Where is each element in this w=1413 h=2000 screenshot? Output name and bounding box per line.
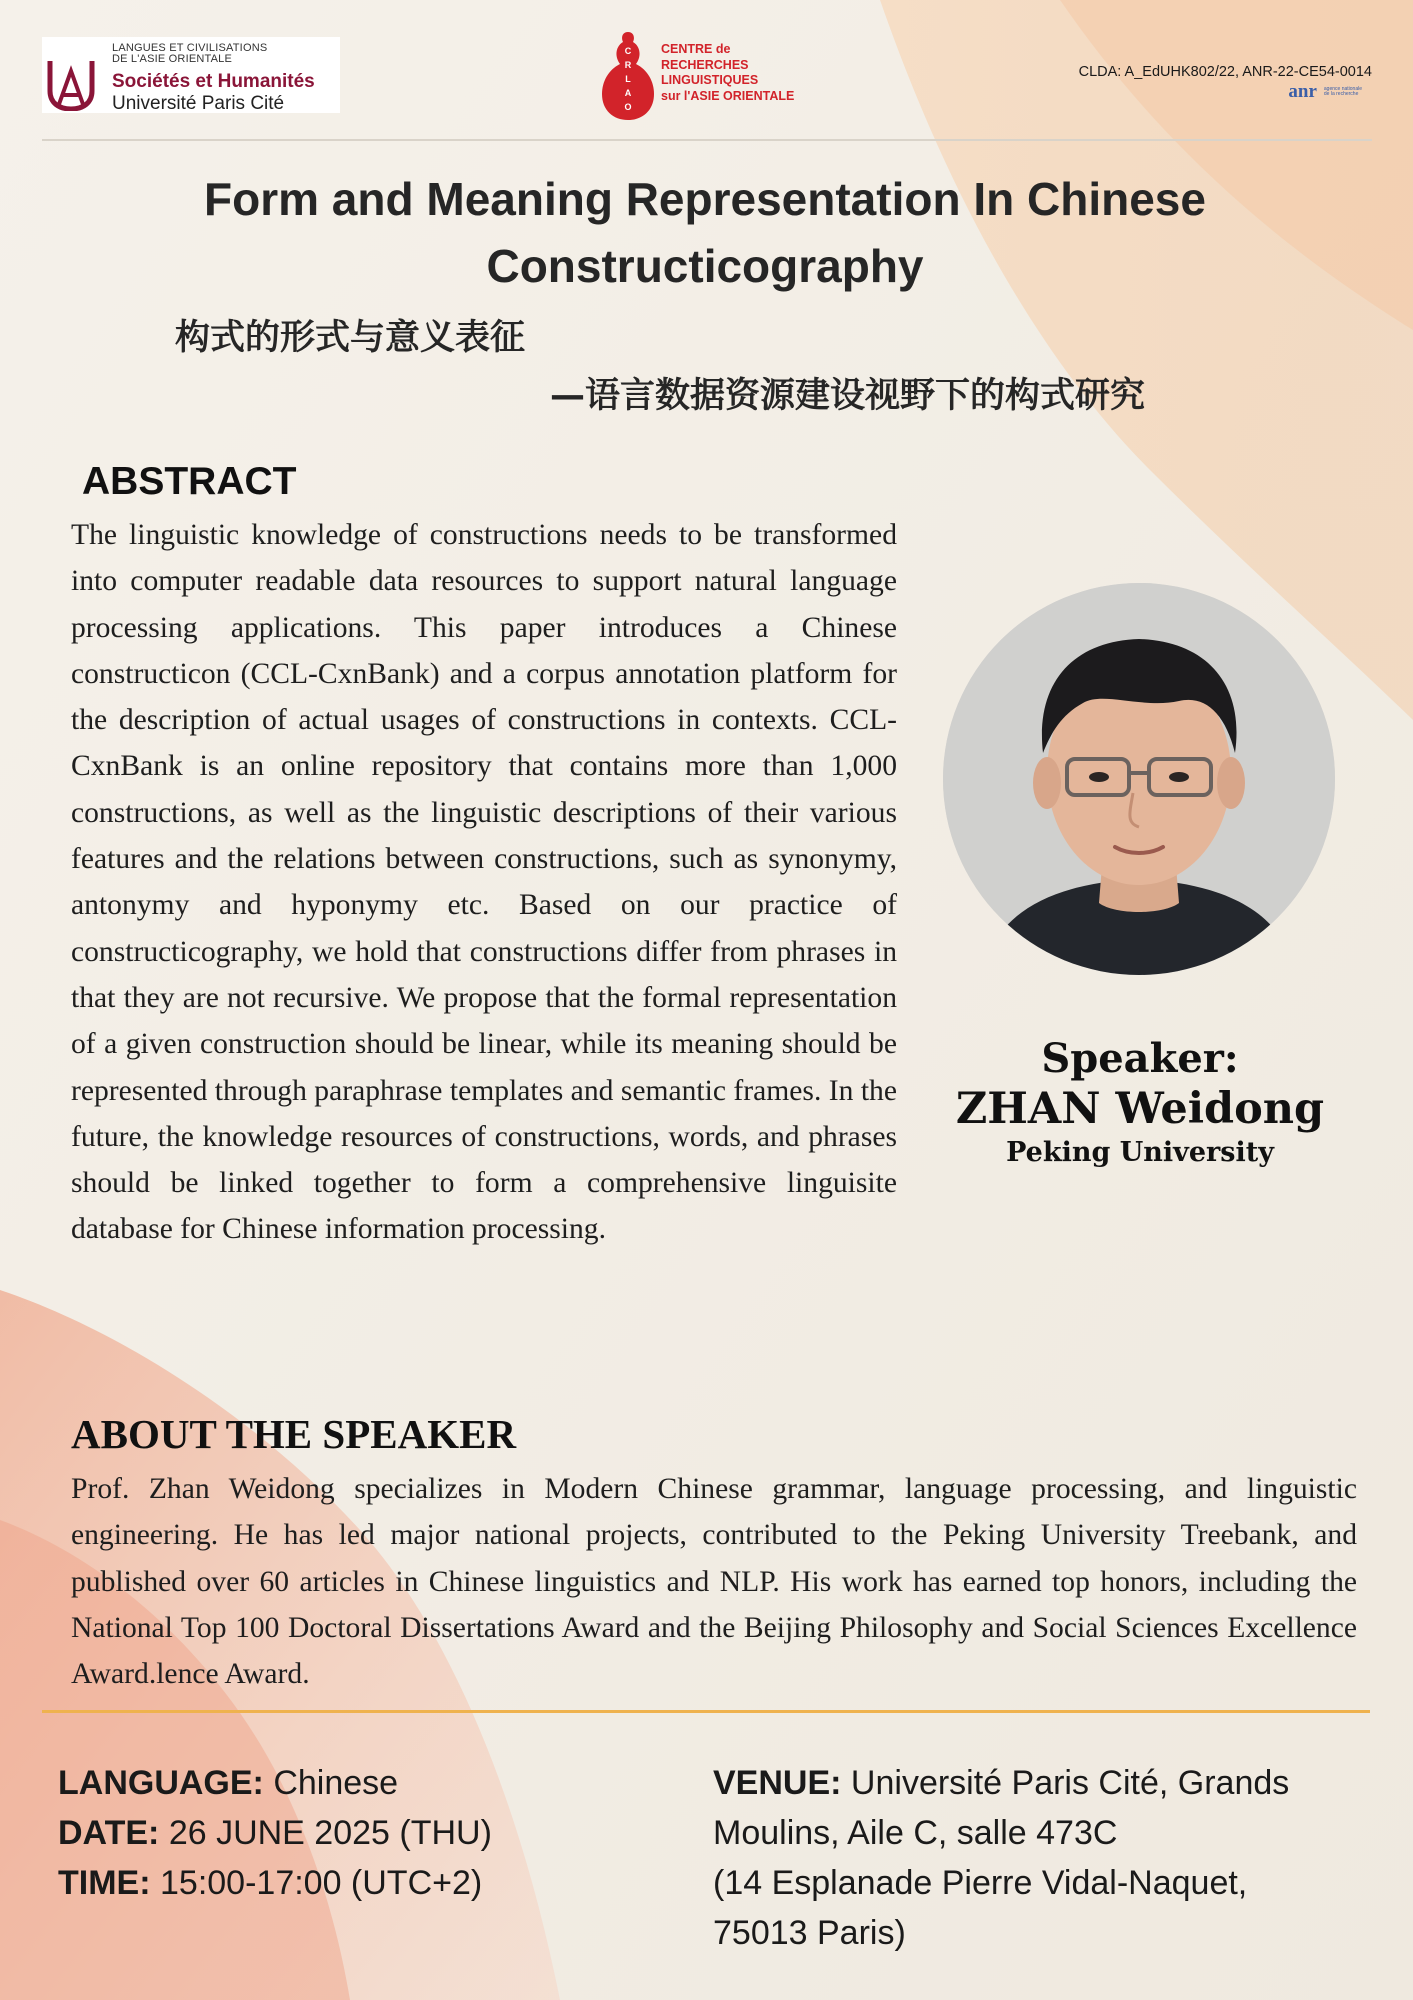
logo-line-universite: Université Paris Cité (112, 93, 285, 114)
crlao-letter-o: O (624, 102, 632, 112)
date-row (58, 1808, 492, 1858)
time-row (58, 1858, 492, 1908)
event-divider (42, 1710, 1370, 1713)
time-value: 15:00-17:00 (UTC+2) (160, 1864, 483, 1902)
chinese-subtitle-line2: —语言数据资源建设视野下的构式研究 (550, 376, 1146, 416)
language-row (58, 1758, 492, 1808)
event-info-left (58, 1758, 492, 1908)
abstract-heading: ABSTRACT (82, 460, 297, 503)
crlao-letter-r: R (624, 60, 632, 70)
crlao-gourd-icon (600, 30, 656, 122)
language-value: Chinese (273, 1764, 399, 1802)
about-text: Prof. Zhan Weidong specializes in Modern Chinese grammar, language processing, and linguistic engineering. He has led major national projects, contributed to the Peking University Treebank, and published over 60 articles in Chinese linguistics and NLP. His work has earned top honors, including the National Top 100 Doctoral Dissertations Award and the Beijing Philosophy and Social Sciences Excellence Award.lence Award. (71, 1473, 1357, 1691)
abstract-text: The linguistic knowledge of constructions needs to be transformed into computer readable data resources to support natural language processing applications. This paper introduces a Chinese constructicon (CCL-CxnBank) and a corpus annotation platform for the description of actual usages of constructions in contexts. CCL-CxnBank is an online repository that contains more than 1,000 constructions, as well as the linguistic descriptions of their various features and the relations between constructions, such as synonymy, antonymy and hyponymy etc. Based on our practice of constructicography, we hold that constructions differ from phrases in that they are not recursive. We propose that the formal representation of a given construction should be linear, while its meaning should be represented through paraphrase templates and semantic frames. In the future, the knowledge resources of constructions, words, and phrases should be linked together to form a comprehensive linguisite database for Chinese information processing. (71, 519, 897, 1246)
crlao-letter-a: A (624, 88, 632, 98)
crlao-line-asie: sur l'ASIE ORIENTALE (661, 88, 795, 103)
venue-line3: (14 Esplanade Pierre Vidal-Naquet, (713, 1864, 1248, 1902)
anr-logo (1288, 81, 1362, 102)
crlao-line-recherches: RECHERCHES (661, 57, 749, 72)
logo-line-langues: LANGUES ET CIVILISATIONS (112, 42, 268, 54)
anr-logo-sub-1: agence nationale (1323, 86, 1362, 92)
venue-line4: 75013 Paris) (713, 1914, 906, 1952)
date-label: DATE: (58, 1814, 160, 1852)
time-label: TIME: (58, 1864, 151, 1902)
crlao-logo (600, 30, 830, 130)
about-heading: ABOUT THE SPEAKER (71, 1411, 517, 1457)
language-label: LANGUAGE: (58, 1764, 264, 1802)
speaker-block (940, 1034, 1340, 1172)
venue-line1: Université Paris Cité, Grands (850, 1764, 1290, 1802)
speaker-photo (943, 583, 1335, 975)
header-divider (42, 139, 1372, 141)
speaker-label: Speaker: (1041, 1035, 1239, 1082)
header-right (1010, 64, 1372, 102)
crlao-line-centre: CENTRE de (661, 42, 731, 56)
date-value: 26 JUNE 2025 (THU) (168, 1814, 492, 1852)
chinese-subtitle-line1: 构式的形式与意义表征 (175, 318, 526, 358)
crlao-letter-c: C (624, 46, 632, 56)
page-title: Form and Meaning Representation In Chinese Constructicography (204, 173, 1206, 292)
event-info-venue (713, 1758, 1363, 1958)
logo-line-asie: DE L'ASIE ORIENTALE (112, 53, 233, 65)
grant-code: CLDA: A_EdUHK802/22, ANR-22-CE54-0014 (1078, 64, 1372, 80)
header (42, 30, 1372, 140)
crlao-letter-l: L (625, 74, 631, 84)
venue-label: VENUE: (713, 1764, 842, 1802)
speaker-affiliation: Peking University (1006, 1137, 1274, 1168)
speaker-name: ZHAN Weidong (955, 1084, 1325, 1134)
anr-logo-word: anr (1288, 81, 1317, 102)
venue-line2: Moulins, Aile C, salle 473C (713, 1814, 1118, 1852)
u-logo-icon (44, 57, 98, 111)
anr-logo-sub-2: de la recherche (1323, 91, 1359, 97)
logo-line-societes: Sociétés et Humanités (112, 71, 315, 92)
crlao-line-linguistiques: LINGUISTIQUES (661, 73, 759, 87)
universite-paris-cite-logo (42, 37, 340, 113)
